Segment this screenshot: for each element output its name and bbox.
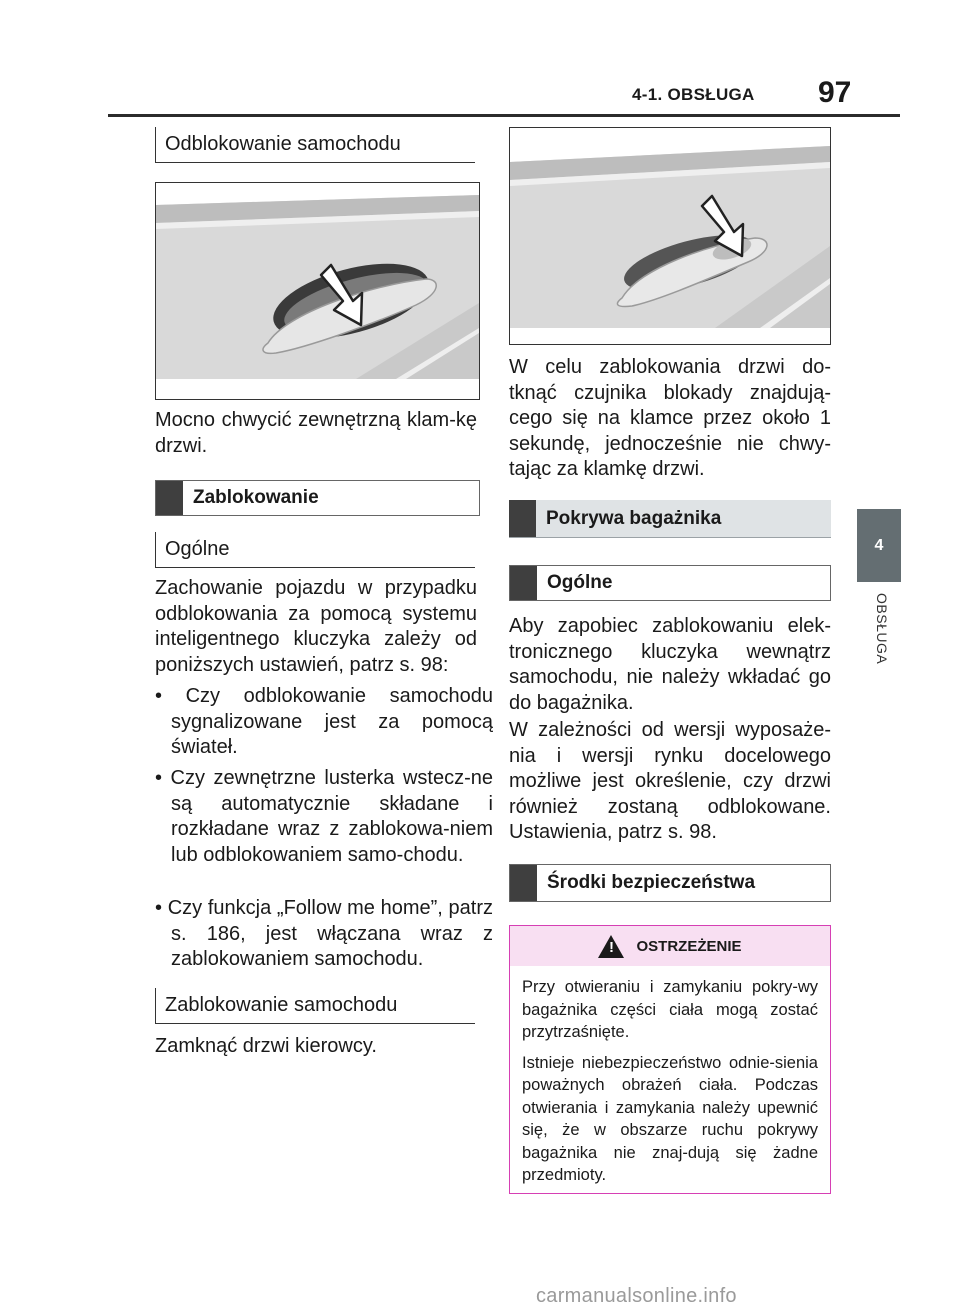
list-item: • Czy zewnętrzne lusterka wstecz-ne są automatycznie składane i rozkładane wraz z zablokowa-niem lub odblokowaniem samo-chodu.	[155, 767, 493, 866]
warning-box	[509, 925, 831, 1194]
heading-marker	[509, 500, 536, 537]
figure-door-handle-lock	[509, 127, 831, 345]
page-number: 97	[818, 76, 852, 109]
trunk-text-1: Aby zapobiec zablokowaniu elek-tronicznego kluczyka wewnątrz samochodu, nie należy wkładać go do bagażnika.	[509, 615, 831, 714]
header-rule	[108, 114, 900, 117]
heading-trunk	[509, 500, 831, 538]
chapter-label: OBSŁUGA	[874, 593, 890, 665]
section-title: 4-1. OBSŁUGA	[632, 85, 755, 104]
warning-text-2: Istnieje niebezpieczeństwo odnie-sienia poważnych obrażeń ciała. Podczas otwierania i zamykania należy upewnić się, że w obszarze ruchu pokrywy bagażnika nie znaj-dują się żadne przedmioty.	[522, 1053, 818, 1184]
heading-general-label: Ogólne	[547, 572, 613, 593]
heading-trunk-label: Pokrywa bagażnika	[546, 507, 722, 529]
heading-marker	[156, 481, 183, 515]
subheading-unlock: Odblokowanie samochodu	[155, 127, 475, 163]
heading-marker	[510, 566, 537, 600]
watermark: carmanualsonline.info	[536, 1285, 737, 1307]
heading-general	[509, 565, 831, 601]
figure-door-handle-unlock	[155, 182, 480, 400]
warning-icon: !	[598, 935, 624, 958]
list-item: • Czy funkcja „Follow me home”, patrz s. 186, jest włączana wraz z zablokowaniem samochodu.	[155, 897, 493, 970]
warning-header	[510, 926, 830, 966]
door-handle-illustration	[156, 183, 479, 399]
warning-title: OSTRZEŻENIE	[636, 937, 742, 955]
subheading-lock-car: Zablokowanie samochodu	[155, 988, 475, 1024]
chapter-tab: 4	[857, 509, 901, 582]
door-handle-sensor-illustration	[510, 128, 830, 344]
warning-text-1: Przy otwieraniu i zamykaniu pokry-wy bagażnika części ciała mogą zostać przytrzaśnięte.	[522, 978, 818, 1041]
heading-safety	[509, 864, 831, 902]
unlock-instruction: Mocno chwycić zewnętrzną klam-kę drzwi.	[155, 409, 477, 457]
heading-lock	[155, 480, 480, 516]
subheading-general: Ogólne	[155, 532, 475, 568]
heading-marker	[510, 865, 537, 901]
general-text: Zachowanie pojazdu w przypadku odblokowania za pomocą systemu inteligentnego kluczyka zależy od poniższych ustawień, patrz s. 98:	[155, 577, 477, 676]
heading-lock-label: Zablokowanie	[193, 487, 319, 508]
lock-sensor-text: W celu zablokowania drzwi do-tknąć czujnika blokady znajdują-cego się na klamce przez około 1 sekundę, jednocześnie nie chwy-tając za klamkę drzwi.	[509, 356, 831, 480]
lock-instruction: Zamknąć drzwi kierowcy.	[155, 1035, 377, 1057]
trunk-text-2: W zależności od wersji wyposaże-nia i wersji rynku docelowego możliwe jest określenie, czy drzwi również zostaną odblokowane. Ustawienia, patrz s. 98.	[509, 719, 831, 843]
heading-safety-label: Środki bezpieczeństwa	[547, 872, 756, 893]
list-item: • Czy odblokowanie samochodu sygnalizowane jest za pomocą świateł.	[155, 685, 493, 758]
